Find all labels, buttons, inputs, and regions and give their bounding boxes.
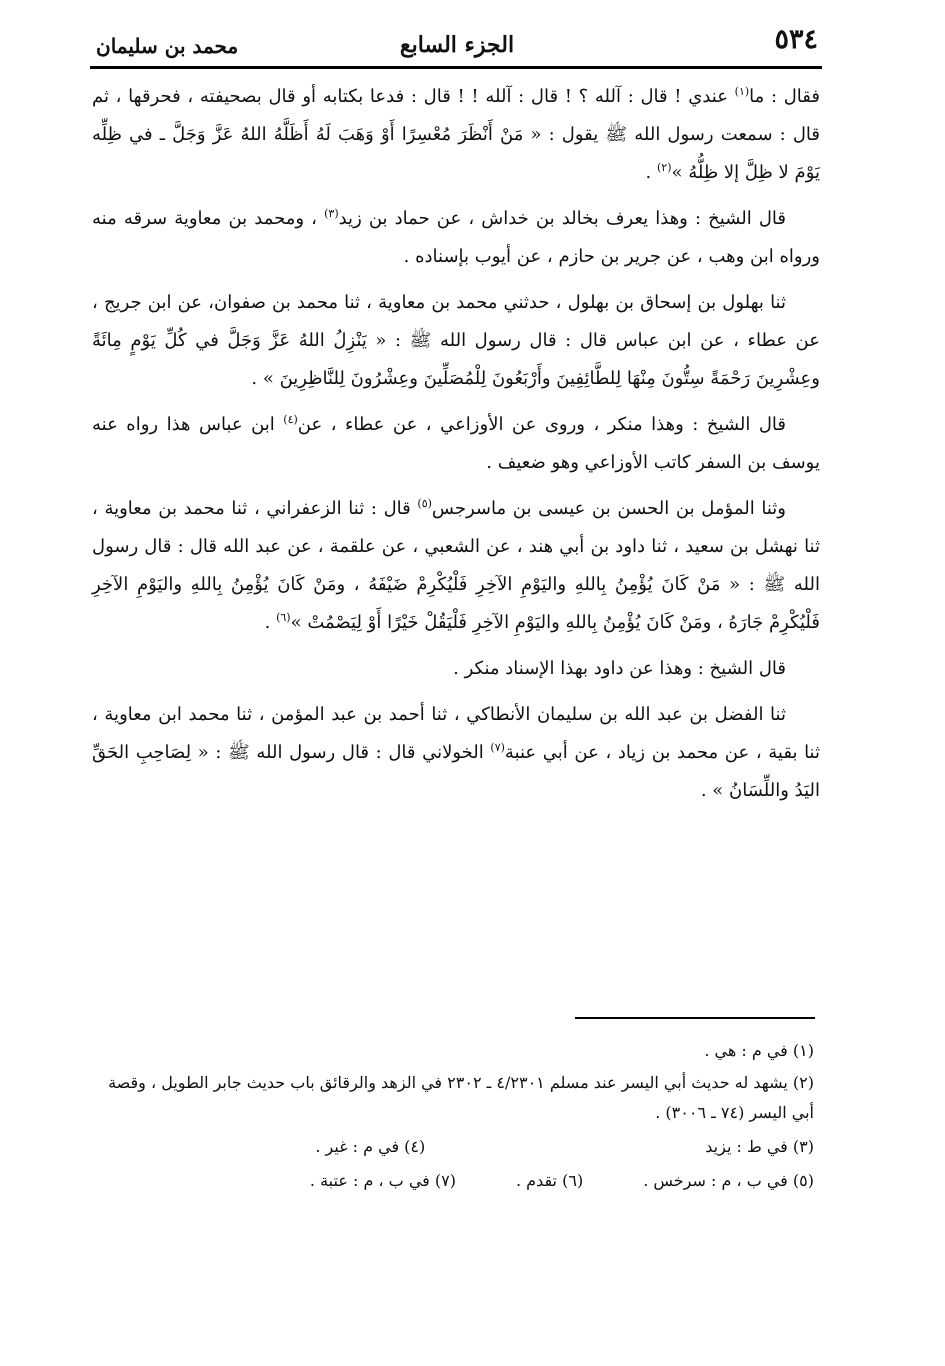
footnote-4: (٤) في م : غير . [315, 1137, 426, 1156]
author-name: محمد بن سليمان [96, 34, 239, 58]
paragraph-7: ثنا الفضل بن عبد الله بن سليمان الأنطاكي ، ثنا أحمد بن عبد المؤمن ، ثنا محمد ابن معاوية ، ثنا بقية ، عن محمد بن زياد ، عن أبي عنبة$^{(٧)}$ الخولاني قال : قال رسول الله ﷺ : « لِصَاحِبِ الحَقِّ اليَدُ واللِّسَانُ » . [92, 704, 820, 801]
paragraph-2: قال الشيخ : وهذا يعرف بخالد بن خداش ، عن حماد بن زيد$^{(٣)}$ ، ومحمد بن معاوية سرقه منه ورواه ابن وهب ، عن جرير بن حازم ، عن أيوب بإسناده . [92, 207, 820, 267]
paragraph-3: ثنا بهلول بن إسحاق بن بهلول ، حدثني محمد بن معاوية ، ثنا محمد بن صفوان، عن ابن جريج ، عن عطاء ، عن ابن عباس قال : قال رسول الله ﷺ : « يَنْزِلُ اللهُ عَزَّ وَجَلَّ في كُلِّ يَوْمٍ مِائَةً وعِشْرِينَ رَحْمَةً سِتُّونَ مِنْهَا لِلطَّائِفِينَ وأَرْبَعُونَ لِلْمُصَلِّينَ وعِشْرُونَ لِلنَّاظِرِينَ » . [92, 292, 821, 389]
footnote-row-5-7 [98, 1166, 814, 1196]
footnote-3: (٣) في ط : يزيد [705, 1137, 814, 1156]
paragraph-6: قال الشيخ : وهذا عن داود بهذا الإسناد منكر . [453, 658, 786, 679]
paragraph-5: وثنا المؤمل بن الحسن بن عيسى بن ماسرجس$^{(٥)}$ قال : ثنا الزعفراني ، ثنا محمد بن معاوية ، ثنا نهشل بن سعيد ، ثنا داود بن أبي هند ، عن الشعبي ، عن علقمة ، عن عبد الله قال : قال رسول الله ﷺ : « مَنْ كَانَ يُؤْمِنُ بِاللهِ واليَوْمِ الآخِرِ فَلْيُكْرِمْ ضَيْفَهُ ، ومَنْ كَانَ يُؤْمِنُ بِاللهِ واليَوْمِ الآخِرِ فَلْيُكْرِمْ جَارَهُ ، ومَنْ كَانَ يُؤْمِنُ بِاللهِ واليَوْمِ الآخِرِ فَلْيَقُلْ خَيْرًا أَوْ لِيَصْمُتْ »$^{(٦)}$ . [92, 497, 820, 633]
footnote-row-3-4 [98, 1132, 814, 1162]
volume-title: الجزء السابع [399, 32, 515, 58]
page-number: ٥٣٤ [774, 24, 818, 55]
footnotes [98, 1034, 814, 1200]
running-header [96, 20, 818, 66]
footnote-6: (٦) تقدم . [515, 1171, 584, 1190]
footnote-1: (١) في م : هي . [704, 1041, 814, 1060]
footnote-7: (٧) في ب ، م : عتبة . [309, 1171, 456, 1190]
paragraph-4: قال الشيخ : وهذا منكر ، وروى عن الأوزاعي ، عن عطاء ، عن$^{(٤)}$ ابن عباس هذا رواه عنه يوسف بن السفر كاتب الأوزاعي وهو ضعيف . [92, 413, 820, 473]
footnote-5: (٥) في ب ، م : سرخس . [643, 1171, 814, 1190]
footnote-2: (٢) يشهد له حديث أبي اليسر عند مسلم ٤/٢٣٠١ ـ ٢٣٠٢ في الزهد والرقائق باب حديث جابر الطويل ، وقصة أبي اليسر (٧٤ ـ ٣٠٠٦) . [108, 1073, 814, 1122]
footnote-rule [575, 1017, 815, 1019]
paragraph-1: فقال : ما$^{(١)}$ عندي ! قال : آلله ؟ ! قال : آلله ! ! قال : فدعا بكتابه أو قال بصحيفته ، فحرقها ، ثم قال : سمعت رسول الله ﷺ يقول : « مَنْ أَنْظَرَ مُعْسِرًا أَوْ وَهَبَ لَهُ أَظَلَّهُ اللهُ عَزَّ وَجَلَّ ـ في ظِلِّه يَوْمَ لا ظِلَّ إلا ظِلُّهُ »$^{(٢)}$ . [92, 85, 820, 183]
header-rule [90, 66, 822, 69]
main-text [92, 78, 820, 818]
